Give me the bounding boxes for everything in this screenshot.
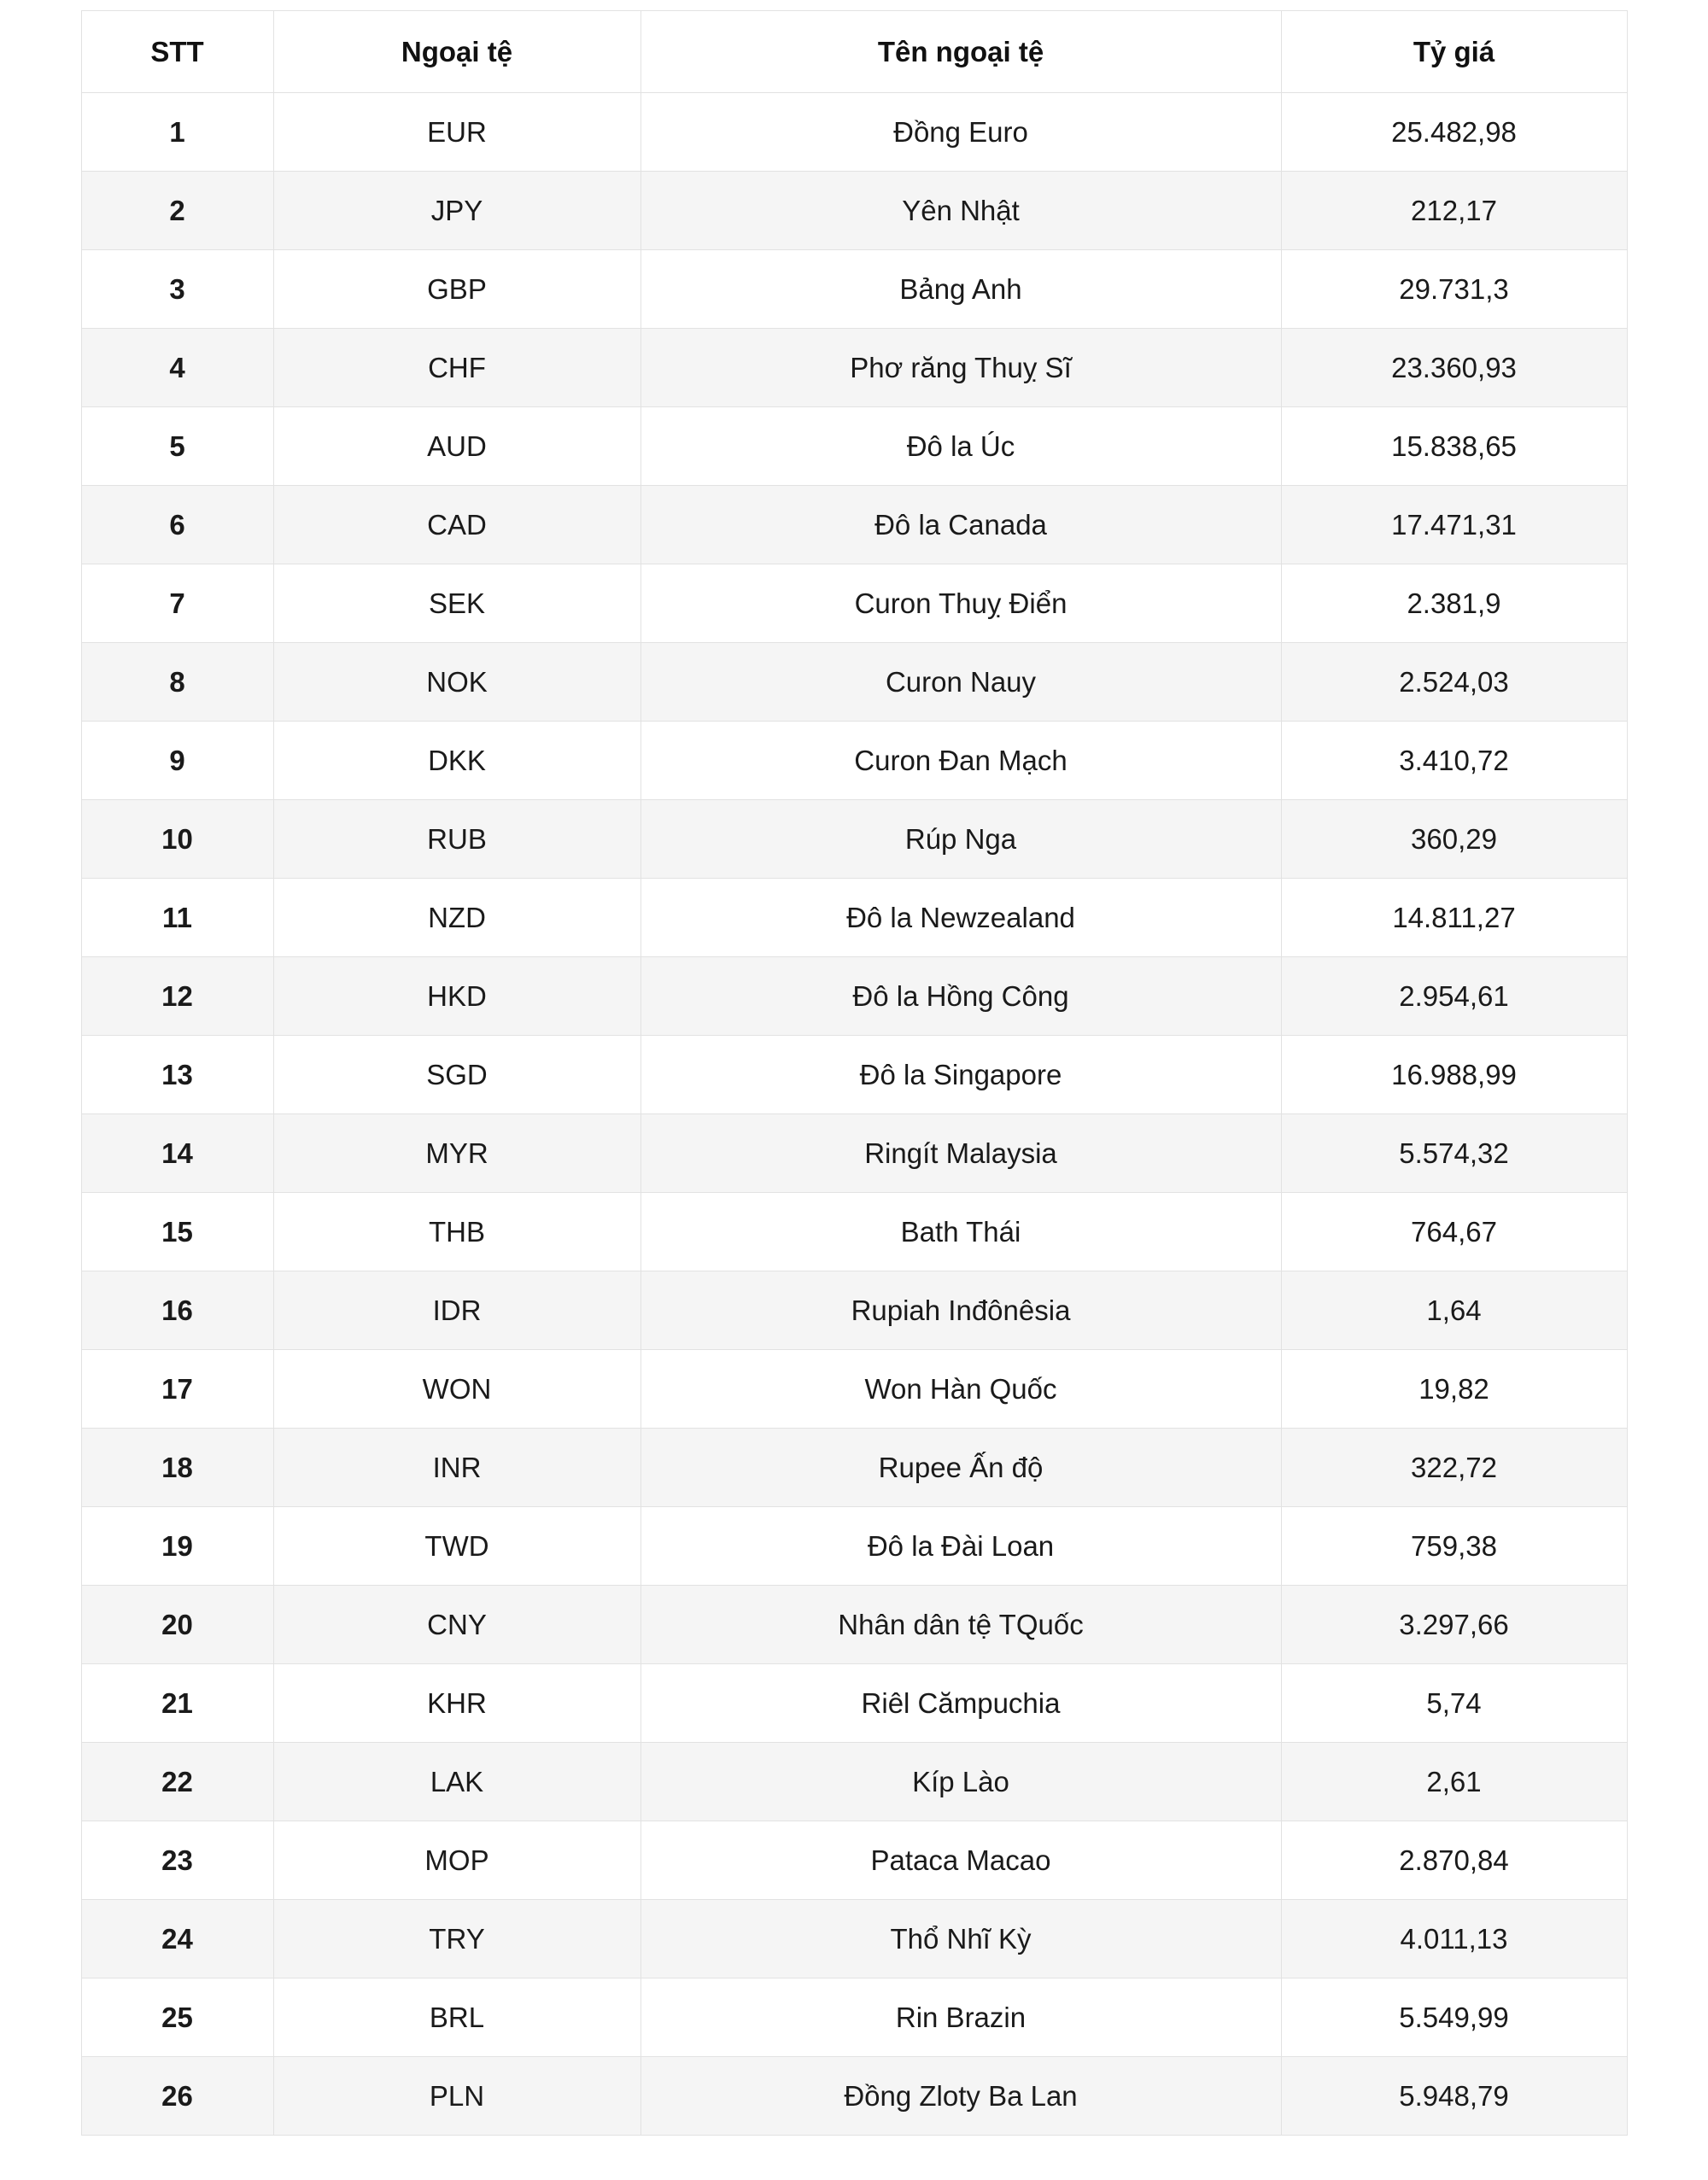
cell-currency-code: KHR	[273, 1664, 640, 1743]
cell-stt: 3	[81, 250, 273, 329]
cell-stt: 11	[81, 879, 273, 957]
cell-stt: 21	[81, 1664, 273, 1743]
cell-currency-code: IDR	[273, 1271, 640, 1350]
table-row	[81, 486, 1627, 564]
cell-rate: 5.574,32	[1281, 1114, 1627, 1193]
cell-stt: 16	[81, 1271, 273, 1350]
cell-rate: 3.410,72	[1281, 722, 1627, 800]
cell-stt: 18	[81, 1429, 273, 1507]
cell-stt: 12	[81, 957, 273, 1036]
exchange-rate-table	[81, 10, 1628, 2136]
cell-currency-code: EUR	[273, 93, 640, 172]
cell-currency-code: INR	[273, 1429, 640, 1507]
cell-currency-code: PLN	[273, 2057, 640, 2136]
cell-rate: 17.471,31	[1281, 486, 1627, 564]
table-row	[81, 1900, 1627, 1978]
cell-stt: 7	[81, 564, 273, 643]
cell-currency-name: Ringít Malaysia	[640, 1114, 1281, 1193]
cell-rate: 212,17	[1281, 172, 1627, 250]
cell-currency-name: Rúp Nga	[640, 800, 1281, 879]
cell-stt: 26	[81, 2057, 273, 2136]
cell-currency-code: WON	[273, 1350, 640, 1429]
cell-rate: 5,74	[1281, 1664, 1627, 1743]
cell-currency-name: Thổ Nhĩ Kỳ	[640, 1900, 1281, 1978]
cell-currency-code: CHF	[273, 329, 640, 407]
cell-rate: 759,38	[1281, 1507, 1627, 1586]
cell-currency-code: NZD	[273, 879, 640, 957]
cell-stt: 15	[81, 1193, 273, 1271]
table-row	[81, 1978, 1627, 2057]
cell-currency-code: TRY	[273, 1900, 640, 1978]
cell-rate: 5.549,99	[1281, 1978, 1627, 2057]
cell-currency-name: Kíp Lào	[640, 1743, 1281, 1821]
table-row	[81, 172, 1627, 250]
table-row	[81, 407, 1627, 486]
cell-rate: 23.360,93	[1281, 329, 1627, 407]
table-row	[81, 93, 1627, 172]
cell-stt: 13	[81, 1036, 273, 1114]
table-row	[81, 879, 1627, 957]
cell-stt: 5	[81, 407, 273, 486]
cell-currency-name: Curon Thuỵ Điển	[640, 564, 1281, 643]
cell-currency-name: Đô la Canada	[640, 486, 1281, 564]
cell-rate: 2,61	[1281, 1743, 1627, 1821]
cell-currency-code: JPY	[273, 172, 640, 250]
cell-rate: 2.381,9	[1281, 564, 1627, 643]
table-row	[81, 800, 1627, 879]
cell-stt: 10	[81, 800, 273, 879]
cell-currency-code: LAK	[273, 1743, 640, 1821]
cell-stt: 20	[81, 1586, 273, 1664]
cell-currency-code: CAD	[273, 486, 640, 564]
table-body	[81, 93, 1627, 2136]
cell-currency-name: Pataca Macao	[640, 1821, 1281, 1900]
cell-currency-name: Đô la Newzealand	[640, 879, 1281, 957]
column-header-rate: Tỷ giá	[1281, 11, 1627, 93]
table-row	[81, 1821, 1627, 1900]
cell-rate: 4.011,13	[1281, 1900, 1627, 1978]
table-row	[81, 1743, 1627, 1821]
table-row	[81, 643, 1627, 722]
table-row	[81, 1036, 1627, 1114]
cell-rate: 2.870,84	[1281, 1821, 1627, 1900]
cell-currency-code: SGD	[273, 1036, 640, 1114]
table-row	[81, 564, 1627, 643]
cell-currency-name: Đồng Zloty Ba Lan	[640, 2057, 1281, 2136]
table-row	[81, 1507, 1627, 1586]
cell-stt: 22	[81, 1743, 273, 1821]
cell-currency-code: RUB	[273, 800, 640, 879]
table-row	[81, 250, 1627, 329]
column-header-currency-code: Ngoại tệ	[273, 11, 640, 93]
cell-stt: 6	[81, 486, 273, 564]
cell-currency-code: MYR	[273, 1114, 640, 1193]
cell-rate: 15.838,65	[1281, 407, 1627, 486]
cell-stt: 9	[81, 722, 273, 800]
cell-currency-code: CNY	[273, 1586, 640, 1664]
cell-rate: 3.297,66	[1281, 1586, 1627, 1664]
cell-currency-name: Curon Đan Mạch	[640, 722, 1281, 800]
cell-currency-name: Đô la Singapore	[640, 1036, 1281, 1114]
cell-stt: 2	[81, 172, 273, 250]
cell-currency-name: Yên Nhật	[640, 172, 1281, 250]
cell-rate: 322,72	[1281, 1429, 1627, 1507]
table-row	[81, 1271, 1627, 1350]
table-row	[81, 957, 1627, 1036]
cell-rate: 2.954,61	[1281, 957, 1627, 1036]
cell-currency-name: Đô la Hồng Công	[640, 957, 1281, 1036]
cell-currency-name: Rupee Ấn độ	[640, 1429, 1281, 1507]
cell-currency-name: Won Hàn Quốc	[640, 1350, 1281, 1429]
cell-stt: 25	[81, 1978, 273, 2057]
cell-rate: 16.988,99	[1281, 1036, 1627, 1114]
cell-currency-code: AUD	[273, 407, 640, 486]
table-header	[81, 11, 1627, 93]
cell-currency-name: Rupiah Inđônêsia	[640, 1271, 1281, 1350]
cell-stt: 23	[81, 1821, 273, 1900]
cell-currency-name: Bảng Anh	[640, 250, 1281, 329]
cell-currency-code: NOK	[273, 643, 640, 722]
table-header-row	[81, 11, 1627, 93]
cell-rate: 1,64	[1281, 1271, 1627, 1350]
cell-currency-code: HKD	[273, 957, 640, 1036]
table-row	[81, 1586, 1627, 1664]
table-row	[81, 1429, 1627, 1507]
cell-currency-code: BRL	[273, 1978, 640, 2057]
cell-stt: 8	[81, 643, 273, 722]
cell-currency-code: SEK	[273, 564, 640, 643]
table-row	[81, 329, 1627, 407]
cell-currency-code: GBP	[273, 250, 640, 329]
cell-currency-name: Rin Brazin	[640, 1978, 1281, 2057]
cell-currency-name: Đồng Euro	[640, 93, 1281, 172]
cell-stt: 1	[81, 93, 273, 172]
cell-rate: 2.524,03	[1281, 643, 1627, 722]
column-header-stt: STT	[81, 11, 273, 93]
cell-currency-name: Bath Thái	[640, 1193, 1281, 1271]
cell-rate: 14.811,27	[1281, 879, 1627, 957]
cell-rate: 29.731,3	[1281, 250, 1627, 329]
cell-currency-name: Phơ răng Thuỵ Sĩ	[640, 329, 1281, 407]
table-row	[81, 1350, 1627, 1429]
cell-currency-name: Đô la Đài Loan	[640, 1507, 1281, 1586]
cell-rate: 5.948,79	[1281, 2057, 1627, 2136]
cell-currency-name: Riêl Cămpuchia	[640, 1664, 1281, 1743]
cell-rate: 764,67	[1281, 1193, 1627, 1271]
table-row	[81, 2057, 1627, 2136]
cell-stt: 24	[81, 1900, 273, 1978]
cell-currency-code: TWD	[273, 1507, 640, 1586]
table-row	[81, 1193, 1627, 1271]
cell-rate: 19,82	[1281, 1350, 1627, 1429]
table-row	[81, 722, 1627, 800]
cell-rate: 360,29	[1281, 800, 1627, 879]
cell-currency-code: THB	[273, 1193, 640, 1271]
cell-currency-code: DKK	[273, 722, 640, 800]
cell-stt: 17	[81, 1350, 273, 1429]
cell-currency-name: Nhân dân tệ TQuốc	[640, 1586, 1281, 1664]
cell-stt: 4	[81, 329, 273, 407]
table-row	[81, 1114, 1627, 1193]
cell-stt: 19	[81, 1507, 273, 1586]
cell-currency-name: Curon Nauy	[640, 643, 1281, 722]
cell-rate: 25.482,98	[1281, 93, 1627, 172]
cell-currency-name: Đô la Úc	[640, 407, 1281, 486]
table-row	[81, 1664, 1627, 1743]
cell-currency-code: MOP	[273, 1821, 640, 1900]
cell-stt: 14	[81, 1114, 273, 1193]
column-header-currency-name: Tên ngoại tệ	[640, 11, 1281, 93]
